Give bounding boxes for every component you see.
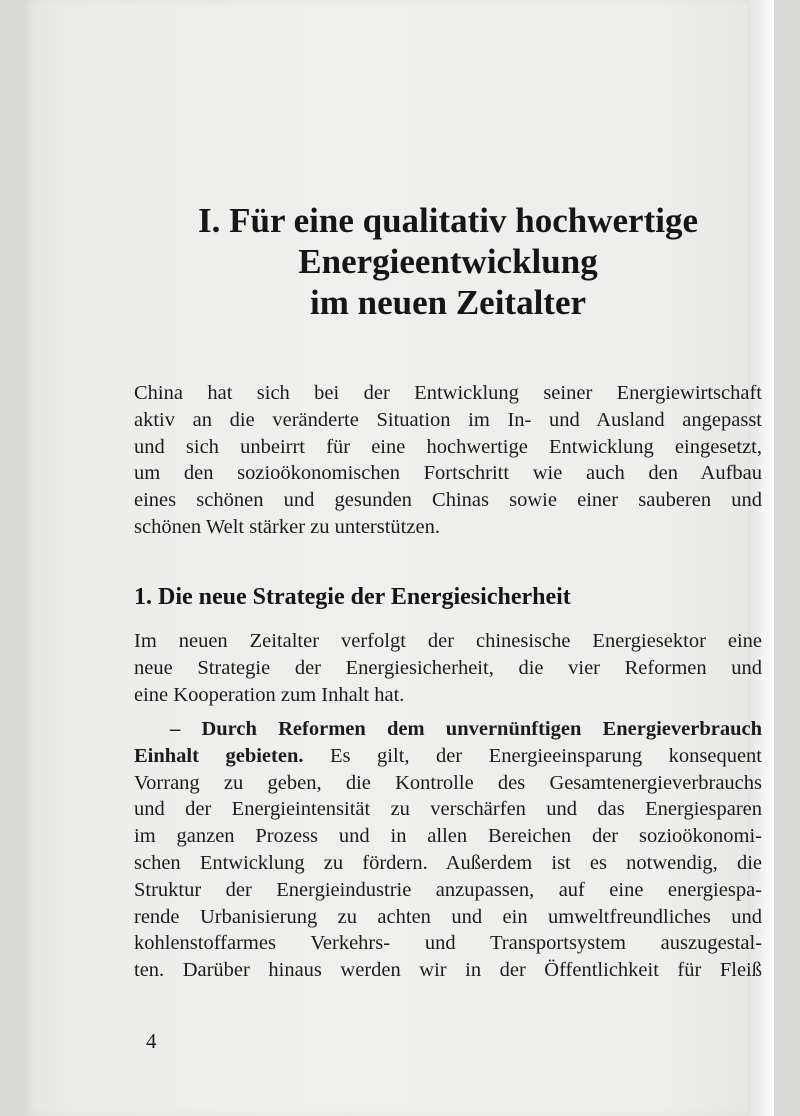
chapter-title (134, 200, 762, 323)
reform-line: rende Urbanisierung zu achten und ein umweltfreundliches und (134, 905, 762, 928)
reform-line: kohlenstoffarmes Verkehrs- und Transportsystem auszugestal- (134, 932, 762, 955)
reform-line: schen Entwicklung zu fördern. Außerdem ist es notwendig, die (134, 851, 762, 874)
strategy-line: neue Strategie der Energiesicherheit, die vier Reformen und (134, 656, 762, 679)
reform-line: im ganzen Prozess und in allen Bereichen der sozioökonomi- (134, 825, 762, 848)
chapter-title-line-3: im neuen Zeitalter (309, 283, 587, 322)
reform-line-text: Es gilt, der Energieeinsparung konsequent (303, 744, 762, 767)
intro-line: schönen Welt stärker zu unterstützen. (134, 515, 440, 538)
reform-heading-line (134, 716, 762, 743)
reform-line: Vorrang zu geben, die Kontrolle des Gesamtenergieverbrauchs (134, 771, 762, 794)
strategy-paragraph (134, 628, 762, 708)
strategy-line: eine Kooperation zum Inhalt hat. (134, 683, 405, 706)
intro-line: aktiv an die veränderte Situation im In- und Ausland angepasst (134, 408, 762, 431)
book-page (22, 0, 774, 1116)
intro-line: China hat sich bei der Entwicklung seiner Energiewirtschaft (134, 382, 762, 404)
reform-heading-bold-cont: Einhalt gebieten. (134, 744, 304, 767)
reform-paragraph (134, 716, 762, 984)
intro-line: um den sozioökonomischen Fortschritt wie auch den Aufbau (134, 462, 762, 485)
section-heading: 1. Die neue Strategie der Energiesicherheit (134, 584, 571, 610)
intro-paragraph (134, 380, 762, 541)
reform-heading-bold: – Durch Reformen dem unvernünftigen Energieverbrauch (170, 718, 762, 740)
chapter-title-line-2: Energieentwicklung (298, 242, 598, 281)
reform-line: ten. Darüber hinaus werden wir in der Öffentlichkeit für Fleiß (134, 959, 762, 982)
chapter-title-line-1: I. Für eine qualitativ hochwertige (197, 201, 698, 240)
strategy-line: Im neuen Zeitalter verfolgt der chinesische Energiesektor eine (134, 630, 762, 652)
intro-line: und sich unbeirrt für eine hochwertige Entwicklung eingesetzt, (134, 435, 762, 458)
reform-line: und der Energieintensität zu verschärfen und das Energiesparen (134, 798, 762, 821)
page-number: 4 (146, 1029, 157, 1053)
intro-line: eines schönen und gesunden Chinas sowie einer sauberen und (134, 489, 762, 512)
reform-line: Struktur der Energieindustrie anzupassen, auf eine energiespa- (134, 878, 762, 901)
reform-line (134, 743, 762, 770)
